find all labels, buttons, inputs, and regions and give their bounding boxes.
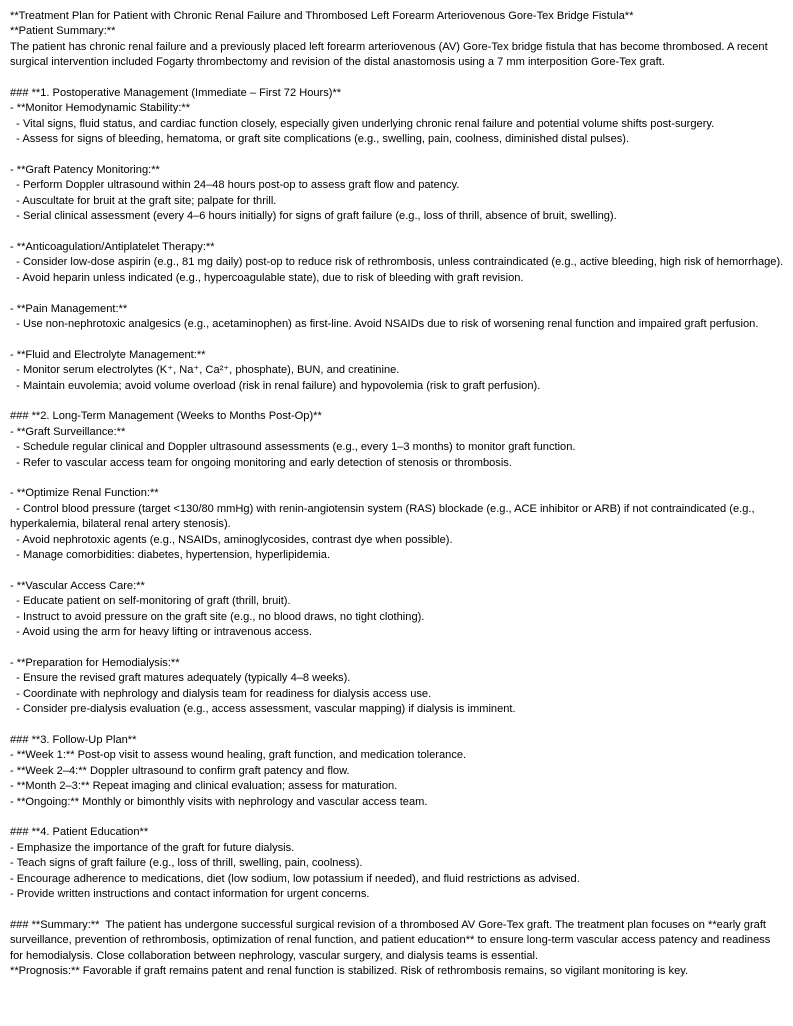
group-title: - **Preparation for Hemodialysis:**: [10, 656, 180, 669]
spacer: [10, 641, 785, 656]
list-item: - Consider low-dose aspirin (e.g., 81 mg daily) post-op to reduce risk of rethrombosis, unless contraindicated (e.g., active bleeding, high risk of hemorrhage).: [10, 256, 784, 269]
group-title: - **Pain Management:**: [10, 302, 128, 315]
document-title: **Treatment Plan for Patient with Chronic Renal Failure and Thrombosed Left Forearm Arteriovenous Gore-Tex Bridge Fistula**: [10, 10, 634, 22]
list-item: - Refer to vascular access team for ongoing monitoring and early detection of stenosis or thrombosis.: [10, 456, 512, 469]
group-title: - **Vascular Access Care:**: [10, 579, 145, 592]
list-item: - Auscultate for bruit at the graft site; palpate for thrill.: [10, 194, 277, 207]
document: [10, 9, 785, 979]
list-item: - Assess for signs of bleeding, hematoma, or graft site complications (e.g., swelling, pain, coolness, diminished distal pulses).: [10, 133, 630, 146]
list-item: - Schedule regular clinical and Doppler ultrasound assessments (e.g., every 1–3 months) to monitor graft function.: [10, 441, 576, 454]
list-item: - Educate patient on self-monitoring of graft (thrill, bruit).: [10, 595, 291, 608]
list-item: - Monitor serum electrolytes (K⁺, Na⁺, Ca²⁺, phosphate), BUN, and creatinine.: [10, 364, 400, 377]
spacer: [10, 810, 785, 825]
list-item: - **Ongoing:** Monthly or bimonthly visits with nephrology and vascular access team.: [10, 795, 428, 808]
spacer: [10, 286, 785, 301]
list-item: - Serial clinical assessment (every 4–6 hours initially) for signs of graft failure (e.g., loss of thrill, absence of bruit, swelling).: [10, 210, 617, 223]
spacer: [10, 394, 785, 409]
patient-summary-text: The patient has chronic renal failure and a previously placed left forearm arteriovenous (AV) Gore-Tex bridge fistula that has become thrombosed. A recent surgical intervention included Fogarty thrombectomy and revision of the distal anastomosis using a 7 mm interposition Gore-Tex graft.: [10, 40, 771, 69]
list-item: - Avoid heparin unless indicated (e.g., hypercoagulable state), due to risk of bleeding with graft revision.: [10, 271, 524, 284]
list-item: - Provide written instructions and contact information for urgent concerns.: [10, 887, 370, 900]
list-item: - Control blood pressure (target <130/80 mmHg) with renin-angiotensin system (RAS) blockade (e.g., ACE inhibitor or ARB) if not contraindicated (e.g., hyperkalemia, bilateral renal artery stenosis).: [10, 502, 758, 531]
list-item: - Ensure the revised graft matures adequately (typically 4–8 weeks).: [10, 672, 351, 685]
list-item: - Perform Doppler ultrasound within 24–48 hours post-op to assess graft flow and patency.: [10, 179, 460, 192]
section-heading: ### **2. Long-Term Management (Weeks to Months Post-Op)**: [10, 410, 322, 423]
list-item: - Encourage adherence to medications, diet (low sodium, low potassium if needed), and fluid restrictions as advised.: [10, 872, 580, 885]
spacer: [10, 332, 785, 347]
summary-paragraph: ### **Summary:** The patient has undergone successful surgical revision of a thrombosed AV Gore-Tex graft. The treatment plan focuses on **early graft surveillance, prevention of rethrombosis, optimization of renal function, and patient education** to ensure long-term vascular access patency and readiness for hemodialysis. Close collaboration between nephrology, vascular surgery, and dialysis teams is essential.: [10, 918, 774, 962]
list-item: - Consider pre-dialysis evaluation (e.g., access assessment, vascular mapping) if dialysis is imminent.: [10, 703, 516, 716]
list-item: - Avoid using the arm for heavy lifting or intravenous access.: [10, 626, 312, 639]
list-item: - Vital signs, fluid status, and cardiac function closely, especially given underlying chronic renal failure and potential volume shifts post-surgery.: [10, 117, 715, 130]
spacer: [10, 471, 785, 486]
group-title: - **Graft Surveillance:**: [10, 425, 126, 438]
list-item: - Emphasize the importance of the graft for future dialysis.: [10, 841, 295, 854]
group-title: - **Anticoagulation/Antiplatelet Therapy:**: [10, 241, 215, 254]
section-heading: ### **1. Postoperative Management (Immediate – First 72 Hours)**: [10, 87, 342, 100]
list-item: - Manage comorbidities: diabetes, hypertension, hyperlipidemia.: [10, 549, 331, 562]
list-item: - **Week 1:** Post-op visit to assess wound healing, graft function, and medication tolerance.: [10, 749, 467, 762]
spacer: [10, 902, 785, 917]
prognosis-paragraph: **Prognosis:** Favorable if graft remains patent and renal function is stabilized. Risk of rethrombosis remains, so vigilant monitoring is key.: [10, 965, 689, 977]
list-item: - Teach signs of graft failure (e.g., loss of thrill, swelling, pain, coolness).: [10, 857, 363, 870]
spacer: [10, 71, 785, 86]
list-item: - Instruct to avoid pressure on the graft site (e.g., no blood draws, no tight clothing).: [10, 610, 425, 623]
group-title: - **Graft Patency Monitoring:**: [10, 164, 160, 177]
section-heading: ### **3. Follow-Up Plan**: [10, 733, 137, 746]
section-heading: ### **4. Patient Education**: [10, 826, 149, 839]
list-item: - **Month 2–3:** Repeat imaging and clinical evaluation; assess for maturation.: [10, 780, 398, 793]
spacer: [10, 148, 785, 163]
group-title: - **Fluid and Electrolyte Management:**: [10, 348, 206, 361]
group-title: - **Optimize Renal Function:**: [10, 487, 159, 500]
list-item: - **Week 2–4:** Doppler ultrasound to confirm graft patency and flow.: [10, 764, 350, 777]
list-item: - Maintain euvolemia; avoid volume overload (risk in renal failure) and hypovolemia (risk to graft perfusion).: [10, 379, 541, 392]
list-item: - Avoid nephrotoxic agents (e.g., NSAIDs, aminoglycosides, contrast dye when possible).: [10, 533, 453, 546]
spacer: [10, 718, 785, 733]
list-item: - Use non-nephrotoxic analgesics (e.g., acetaminophen) as first-line. Avoid NSAIDs due to risk of worsening renal function and impaired graft perfusion.: [10, 318, 759, 331]
list-item: - Coordinate with nephrology and dialysis team for readiness for dialysis access use.: [10, 687, 432, 700]
spacer: [10, 564, 785, 579]
group-title: - **Monitor Hemodynamic Stability:**: [10, 102, 191, 115]
spacer: [10, 225, 785, 240]
patient-summary-heading: **Patient Summary:**: [10, 25, 116, 38]
